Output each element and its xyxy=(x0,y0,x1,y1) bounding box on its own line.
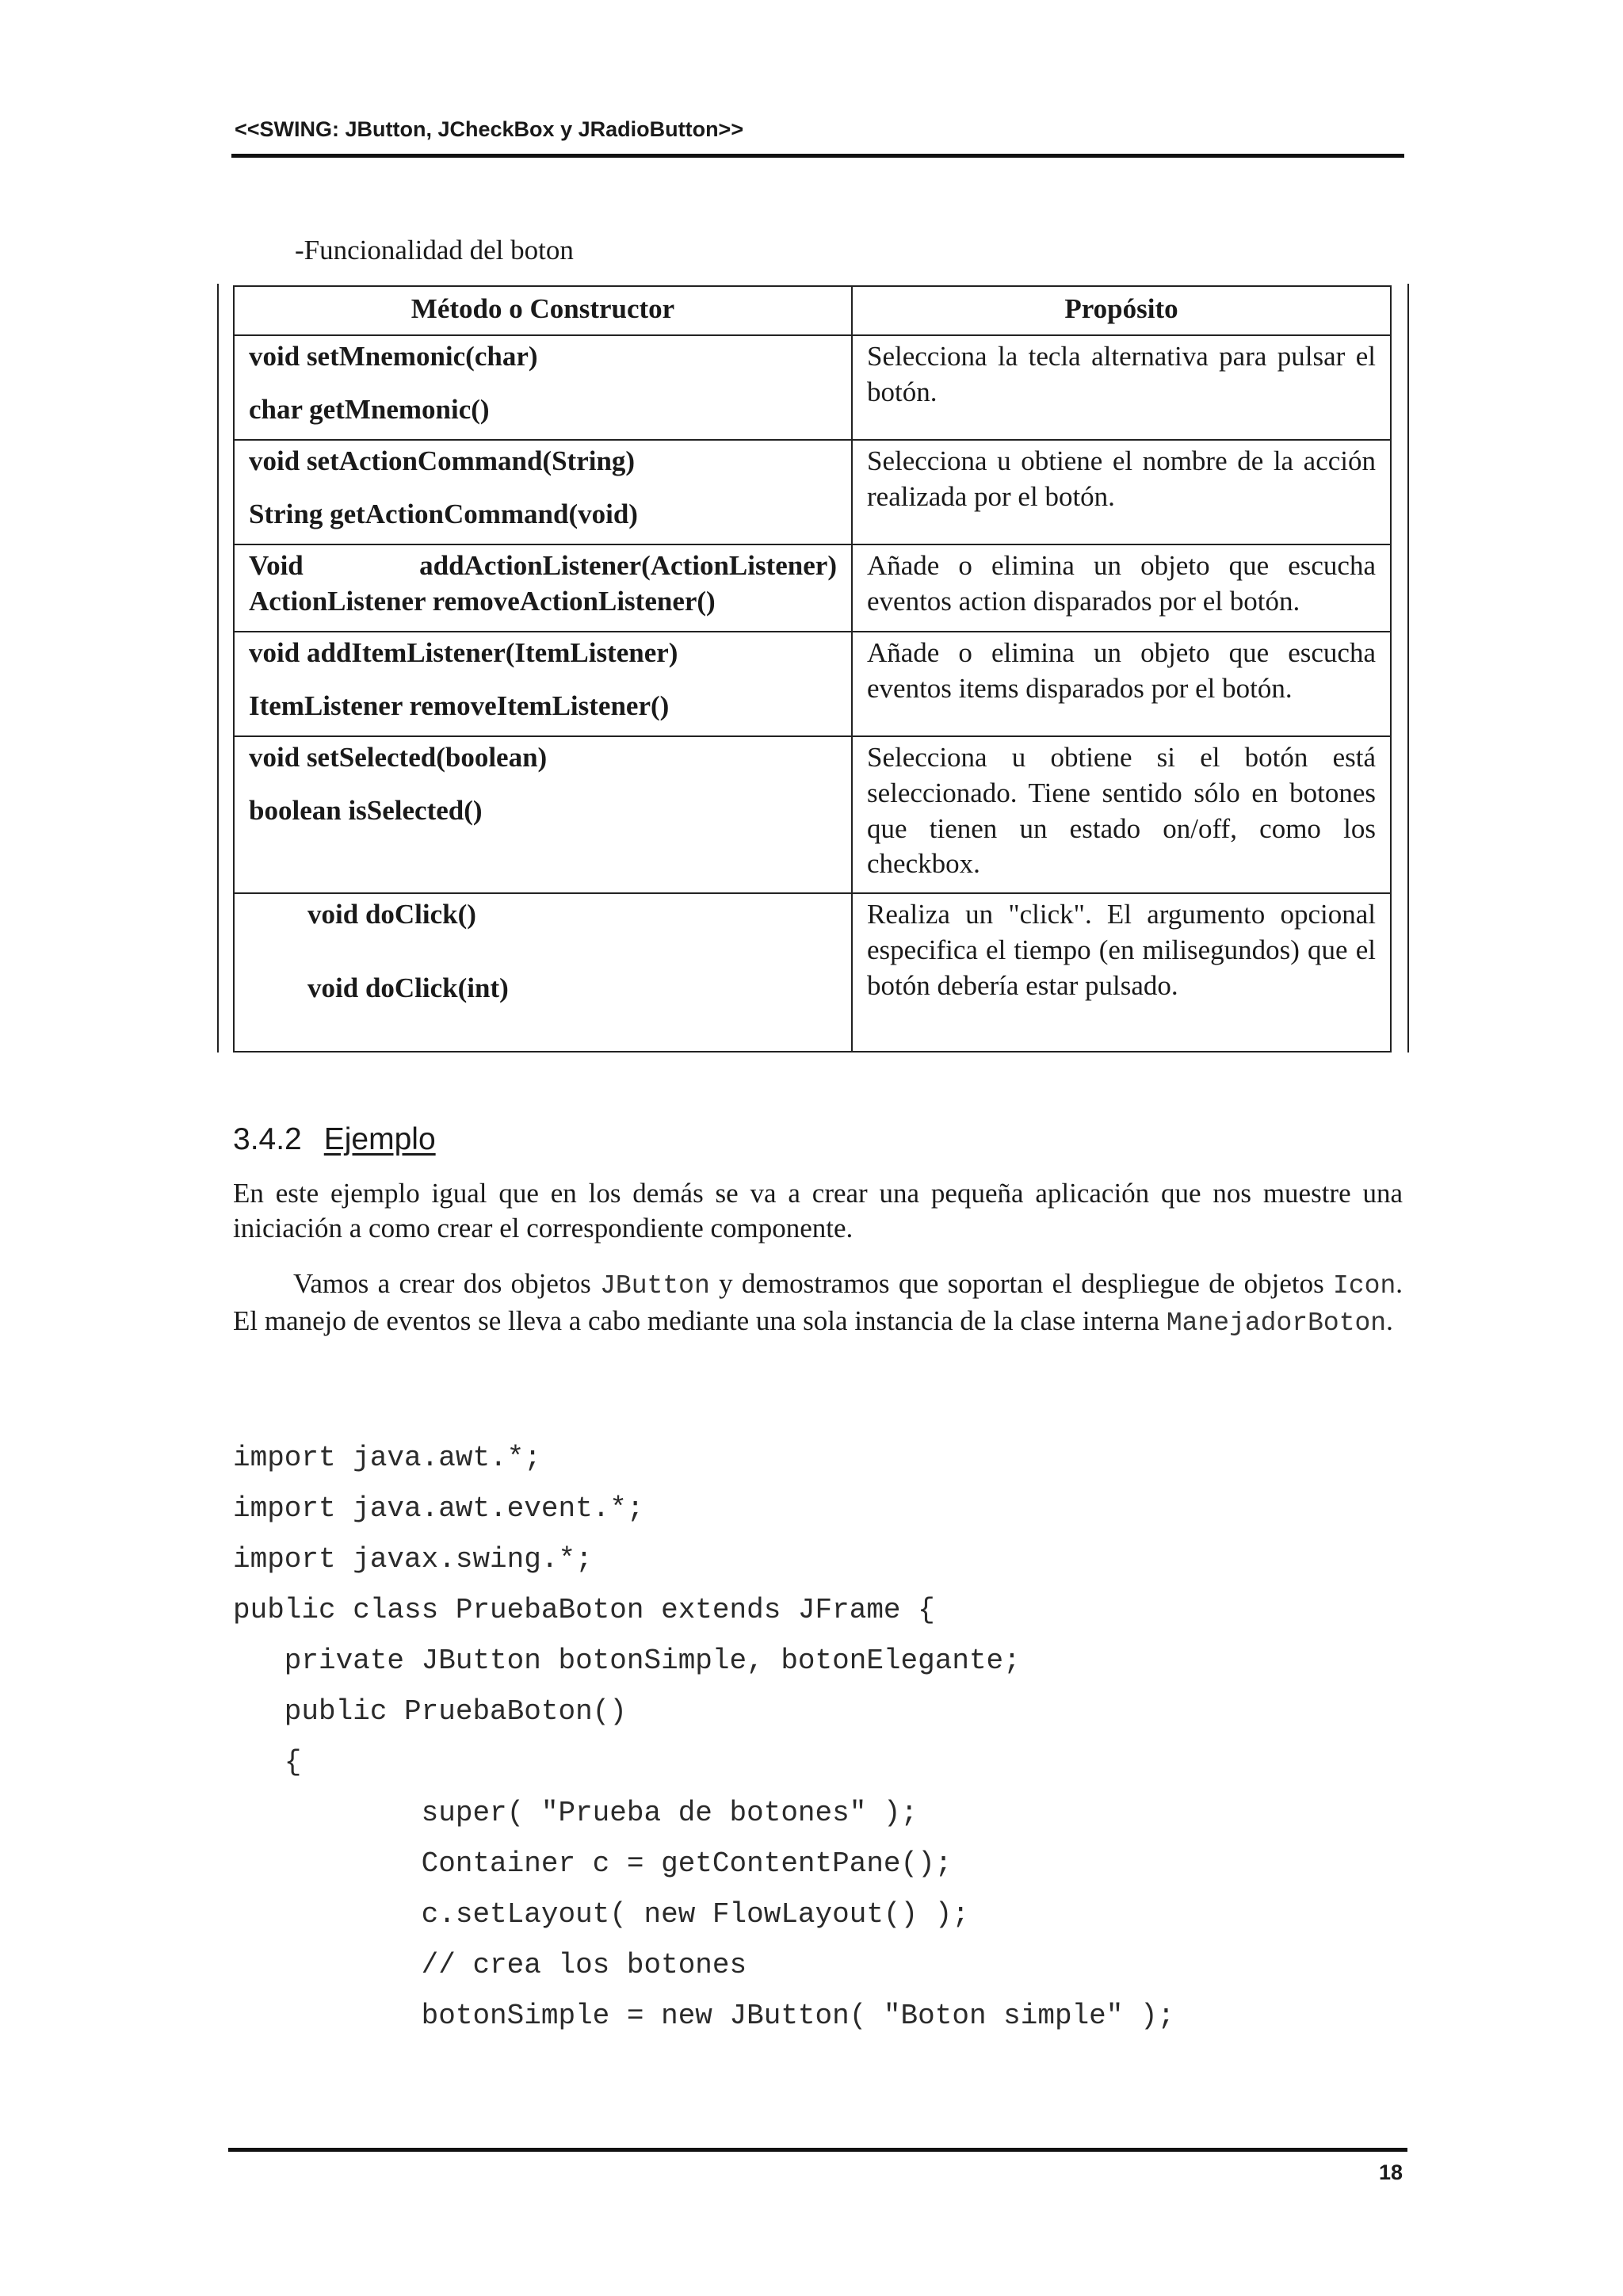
method-signature: void setMnemonic(char) xyxy=(249,341,538,372)
method-cell xyxy=(234,440,852,544)
purpose-cell: Añade o elimina un objeto que escucha eventos action disparados por el botón. xyxy=(852,544,1391,632)
footer-divider xyxy=(228,2148,1407,2152)
inline-code: JButton xyxy=(600,1271,710,1301)
purpose-cell: Añade o elimina un objeto que escucha eventos items disparados por el botón. xyxy=(852,632,1391,736)
method-signature: Void addActionListener(ActionListener) xyxy=(249,550,837,581)
method-cell xyxy=(234,544,852,632)
purpose-cell: Realiza un "click". El argumento opcional especifica el tiempo (en milisegundos) que el botón debería estar pulsado. xyxy=(852,893,1391,1052)
table-row xyxy=(234,544,1391,632)
table-intro: -Funcionalidad del boton xyxy=(295,235,574,266)
code-line: super( "Prueba de botones" ); xyxy=(233,1797,918,1829)
paragraph-text: . El manejo de eventos se lleva a cabo mediante una sola instancia de la clase interna xyxy=(233,1268,1403,1336)
table-row xyxy=(234,893,1391,1052)
method-signature: void addItemListener(ItemListener) xyxy=(249,637,678,668)
code-line: import java.awt.event.*; xyxy=(233,1492,644,1525)
paragraph xyxy=(233,1266,1403,1341)
method-signature: void setSelected(boolean) xyxy=(249,742,548,773)
method-cell xyxy=(234,632,852,736)
code-line: public class PruebaBoton extends JFrame { xyxy=(233,1594,935,1626)
method-cell xyxy=(234,893,852,1052)
paragraph-text: Vamos a crear dos objetos xyxy=(293,1268,601,1299)
method-signature: void doClick() xyxy=(307,899,476,930)
method-signature: void setActionCommand(String) xyxy=(249,445,636,476)
inline-code: ManejadorBoton xyxy=(1166,1308,1387,1338)
code-line: c.setLayout( new FlowLayout() ); xyxy=(233,1898,969,1931)
code-line: { xyxy=(233,1746,302,1778)
paragraph: En este ejemplo igual que en los demás se va a crear una pequeña aplicación que nos muestre una iniciación a como crear el correspondiente componente. xyxy=(233,1178,1403,1244)
code-line: Container c = getContentPane(); xyxy=(233,1847,953,1880)
paragraph-text: . xyxy=(1386,1305,1393,1336)
code-line: private JButton botonSimple, botonElegante; xyxy=(233,1645,1021,1677)
purpose-cell: Selecciona u obtiene el nombre de la acción realizada por el botón. xyxy=(852,440,1391,544)
methods-table xyxy=(233,285,1392,1052)
table-row xyxy=(234,440,1391,544)
method-signature: ActionListener removeActionListener() xyxy=(249,585,716,617)
method-signature: boolean isSelected() xyxy=(249,794,483,826)
table-row xyxy=(234,736,1391,893)
section-heading xyxy=(233,1122,436,1157)
code-listing xyxy=(233,1441,1174,2050)
code-line: botonSimple = new JButton( "Boton simple" ); xyxy=(233,2000,1175,2032)
code-line: import javax.swing.*; xyxy=(233,1543,593,1576)
method-cell xyxy=(234,335,852,440)
method-signature: String getActionCommand(void) xyxy=(249,498,638,529)
column-header-method: Método o Constructor xyxy=(234,286,852,335)
running-header: <<SWING: JButton, JCheckBox y JRadioButton>> xyxy=(235,117,744,141)
table-row xyxy=(234,632,1391,736)
table-row xyxy=(234,335,1391,440)
column-header-purpose: Propósito xyxy=(852,286,1391,335)
inline-code: Icon xyxy=(1333,1271,1396,1301)
purpose-cell: Selecciona la tecla alternativa para pulsar el botón. xyxy=(852,335,1391,440)
section-title: Ejemplo xyxy=(323,1122,436,1156)
header-divider xyxy=(231,154,1404,158)
paragraph-text: y demostramos que soportan el despliegue de objetos xyxy=(709,1268,1334,1299)
table-header-row xyxy=(234,286,1391,335)
method-signature: char getMnemonic() xyxy=(249,393,490,425)
code-line: import java.awt.*; xyxy=(233,1442,541,1474)
method-cell xyxy=(234,736,852,893)
method-signature: void doClick(int) xyxy=(307,972,509,1003)
code-line: // crea los botones xyxy=(233,1949,747,1981)
purpose-cell: Selecciona u obtiene si el botón está seleccionado. Tiene sentido sólo en botones que tienen un estado on/off, como los checkbox. xyxy=(852,736,1391,893)
method-signature: ItemListener removeItemListener() xyxy=(249,690,670,721)
page-number: 18 xyxy=(1378,2160,1403,2184)
section-number: 3.4.2 xyxy=(233,1122,302,1156)
code-line: public PruebaBoton() xyxy=(233,1695,627,1728)
